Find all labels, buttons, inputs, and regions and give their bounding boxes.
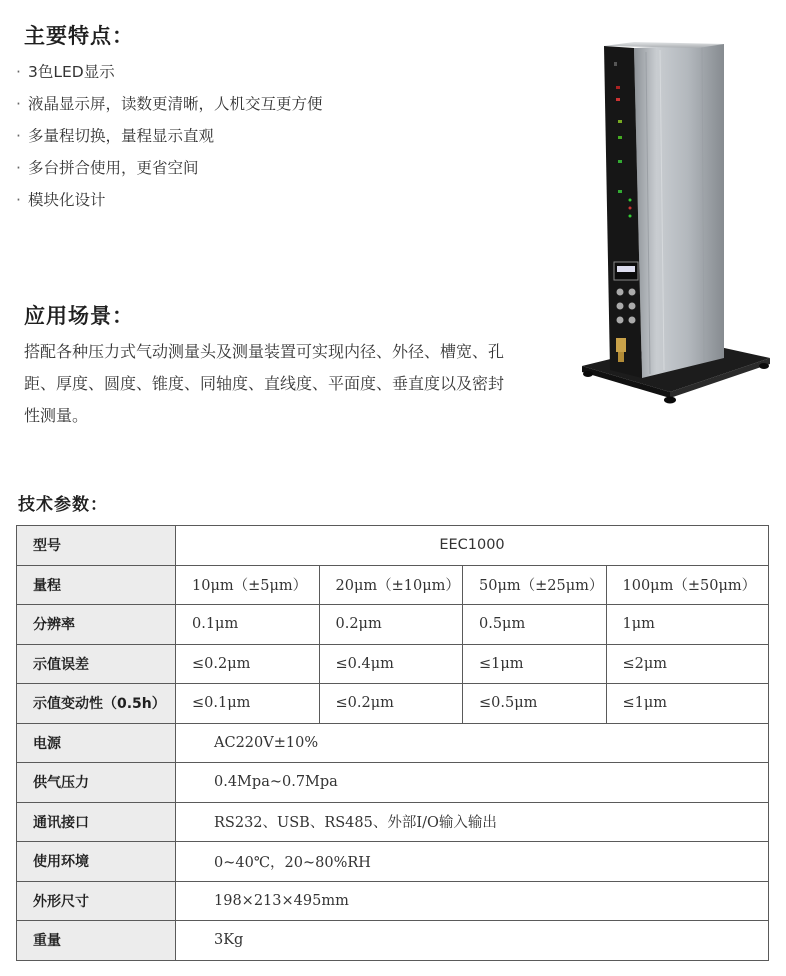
row-label: 电源 — [17, 723, 176, 763]
table-row — [17, 881, 769, 921]
row-label: 重量 — [17, 921, 176, 961]
bullet: · — [16, 191, 21, 209]
row-label: 量程 — [17, 565, 176, 605]
dimensions-value: 198×213×495mm — [176, 881, 769, 921]
feature-item — [16, 188, 323, 220]
row-label: 使用环境 — [17, 842, 176, 882]
product-image — [578, 40, 774, 406]
row-label: 外形尺寸 — [17, 881, 176, 921]
weight-value: 3Kg — [176, 921, 769, 961]
table-row — [17, 723, 769, 763]
error-cell: ≤2μm — [606, 644, 769, 684]
range-cell: 100μm（±50μm） — [606, 565, 769, 605]
application-heading: 应用场景： — [24, 304, 134, 328]
feature-text: 模块化设计 — [28, 191, 106, 209]
feature-text: 多量程切换，量程显示直观 — [28, 127, 215, 145]
table-row — [17, 842, 769, 882]
resolution-cell: 0.5μm — [463, 605, 607, 645]
range-cell: 10μm（±5μm） — [176, 565, 320, 605]
specs-heading: 技术参数： — [18, 495, 108, 515]
table-row — [17, 802, 769, 842]
row-label: 型号 — [17, 526, 176, 566]
variation-cell: ≤1μm — [606, 684, 769, 724]
variation-cell: ≤0.1μm — [176, 684, 320, 724]
error-cell: ≤1μm — [463, 644, 607, 684]
feature-text: 多台拼合使用，更省空间 — [28, 159, 199, 177]
table-row — [17, 526, 769, 566]
application-text: 搭配各种压力式气动测量头及测量装置可实现内径、外径、槽宽、孔距、厚度、圆度、锥度、同轴度、直线度、平面度、垂直度以及密封性测量。 — [24, 342, 505, 425]
resolution-cell: 0.2μm — [319, 605, 463, 645]
bullet: · — [16, 159, 21, 177]
features-heading: 主要特点： — [24, 24, 134, 48]
variation-cell: ≤0.5μm — [463, 684, 607, 724]
bullet: · — [16, 127, 21, 145]
feature-item — [16, 60, 323, 92]
feature-item — [16, 156, 323, 188]
row-label: 示值变动性（0.5h） — [17, 684, 176, 724]
model-value: EEC1000 — [176, 526, 769, 566]
feature-text: 液晶显示屏，读数更清晰，人机交互更方便 — [28, 95, 323, 113]
row-label: 示值误差 — [17, 644, 176, 684]
spec-table — [16, 525, 769, 961]
row-label: 分辨率 — [17, 605, 176, 645]
air-pressure-value: 0.4Mpa~0.7Mpa — [176, 763, 769, 803]
range-cell: 20μm（±10μm） — [319, 565, 463, 605]
table-row — [17, 605, 769, 645]
row-label: 通讯接口 — [17, 802, 176, 842]
error-cell: ≤0.4μm — [319, 644, 463, 684]
table-row — [17, 921, 769, 961]
resolution-cell: 0.1μm — [176, 605, 320, 645]
table-row — [17, 565, 769, 605]
feature-text: 3色LED显示 — [28, 63, 115, 81]
error-cell: ≤0.2μm — [176, 644, 320, 684]
feature-item — [16, 124, 323, 156]
bullet: · — [16, 95, 21, 113]
table-row — [17, 644, 769, 684]
row-label: 供气压力 — [17, 763, 176, 803]
range-cell: 50μm（±25μm） — [463, 565, 607, 605]
bullet: · — [16, 63, 21, 81]
power-value: AC220V±10% — [176, 723, 769, 763]
feature-item — [16, 92, 323, 124]
resolution-cell: 1μm — [606, 605, 769, 645]
environment-value: 0~40℃，20~80%RH — [176, 842, 769, 882]
table-row — [17, 763, 769, 803]
table-row — [17, 684, 769, 724]
variation-cell: ≤0.2μm — [319, 684, 463, 724]
interface-value: RS232、USB、RS485、外部I/O输入输出 — [176, 802, 769, 842]
feature-list — [16, 60, 323, 220]
